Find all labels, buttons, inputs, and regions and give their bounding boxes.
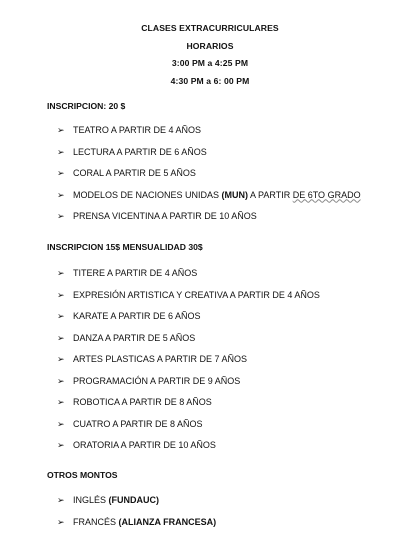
list-item bbox=[57, 376, 320, 398]
list-item-bold-text: (FUNDAUC) bbox=[108, 495, 160, 505]
arrow-bullet-icon: ➢ bbox=[57, 125, 65, 135]
arrow-bullet-icon: ➢ bbox=[57, 268, 65, 278]
section-2-list bbox=[57, 268, 320, 462]
list-item-bold-text: (MUN) bbox=[221, 189, 249, 200]
arrow-bullet-icon: ➢ bbox=[57, 168, 65, 178]
schedule-time-1: 3:00 PM a 4:25 PM bbox=[171, 58, 249, 68]
list-item-text: MODELOS DE NACIONES UNIDAS bbox=[73, 189, 222, 200]
arrow-bullet-icon: ➢ bbox=[57, 211, 65, 221]
arrow-bullet-icon: ➢ bbox=[57, 311, 65, 321]
list-item-text: DANZA A PARTIR DE 5 AÑOS bbox=[73, 332, 196, 343]
list-item-text: KARATE A PARTIR DE 6 AÑOS bbox=[73, 311, 201, 321]
header-block bbox=[0, 20, 420, 90]
schedule-time-2: 4:30 PM a 6: 00 PM bbox=[170, 75, 250, 86]
list-item bbox=[57, 311, 320, 333]
list-item-text: PROGRAMACIÓN A PARTIR DE 9 AÑOS bbox=[73, 375, 241, 386]
arrow-bullet-icon: ➢ bbox=[57, 440, 65, 450]
list-item-text: A PARTIR bbox=[248, 189, 293, 200]
list-item-bold-text: (ALIANZA FRANCESA) bbox=[118, 516, 217, 527]
list-item bbox=[57, 419, 320, 441]
list-item bbox=[57, 190, 361, 212]
section-title-inscripcion-20: INSCRIPCION: 20 $ bbox=[47, 101, 126, 111]
list-item bbox=[57, 168, 361, 190]
section-title-inscripcion-mensualidad: INSCRIPCION 15$ MENSUALIDAD 30$ bbox=[47, 242, 203, 252]
schedule-heading: HORARIOS bbox=[186, 40, 234, 51]
arrow-bullet-icon: ➢ bbox=[57, 146, 65, 157]
list-item bbox=[57, 268, 320, 290]
arrow-bullet-icon: ➢ bbox=[57, 516, 65, 527]
arrow-bullet-icon: ➢ bbox=[57, 397, 65, 407]
list-item-text: LECTURA A PARTIR DE 6 AÑOS bbox=[73, 146, 207, 157]
section-3-list bbox=[57, 495, 216, 538]
section-title-otros-montos: OTROS MONTOS bbox=[47, 470, 118, 480]
list-item-underlined-text: DE 6TO GRADO bbox=[292, 189, 361, 200]
list-item-text: ORATORIA A PARTIR DE 10 AÑOS bbox=[73, 440, 216, 450]
list-item-text: CORAL A PARTIR DE 5 AÑOS bbox=[73, 168, 196, 178]
arrow-bullet-icon: ➢ bbox=[57, 332, 65, 343]
list-item bbox=[57, 211, 361, 233]
list-item-text: ROBOTICA A PARTIR DE 8 AÑOS bbox=[73, 397, 212, 407]
list-item bbox=[57, 290, 320, 312]
arrow-bullet-icon: ➢ bbox=[57, 189, 65, 200]
list-item bbox=[57, 495, 216, 517]
list-item bbox=[57, 125, 361, 147]
list-item bbox=[57, 440, 320, 462]
arrow-bullet-icon: ➢ bbox=[57, 375, 65, 386]
arrow-bullet-icon: ➢ bbox=[57, 289, 65, 300]
arrow-bullet-icon: ➢ bbox=[57, 418, 65, 429]
list-item-text: ARTES PLASTICAS A PARTIR DE 7 AÑOS bbox=[73, 354, 248, 364]
list-item bbox=[57, 333, 320, 355]
list-item-text: FRANCÉS bbox=[73, 516, 119, 527]
arrow-bullet-icon: ➢ bbox=[57, 354, 65, 364]
list-item-text: TEATRO A PARTIR DE 4 AÑOS bbox=[73, 125, 202, 135]
section-1-list bbox=[57, 125, 361, 233]
list-item-text: INGLÉS bbox=[73, 495, 109, 505]
list-item-text: EXPRESIÓN ARTISTICA Y CREATIVA A PARTIR DE 4 AÑOS bbox=[73, 289, 320, 300]
list-item bbox=[57, 147, 361, 169]
list-item bbox=[57, 354, 320, 376]
list-item-text: PRENSA VICENTINA A PARTIR DE 10 AÑOS bbox=[73, 211, 257, 221]
list-item-text: TITERE A PARTIR DE 4 AÑOS bbox=[73, 268, 198, 278]
list-item-text: CUATRO A PARTIR DE 8 AÑOS bbox=[73, 418, 203, 429]
list-item bbox=[57, 397, 320, 419]
document-title: CLASES EXTRACURRICULARES bbox=[141, 23, 279, 33]
arrow-bullet-icon: ➢ bbox=[57, 495, 65, 505]
list-item bbox=[57, 517, 216, 539]
